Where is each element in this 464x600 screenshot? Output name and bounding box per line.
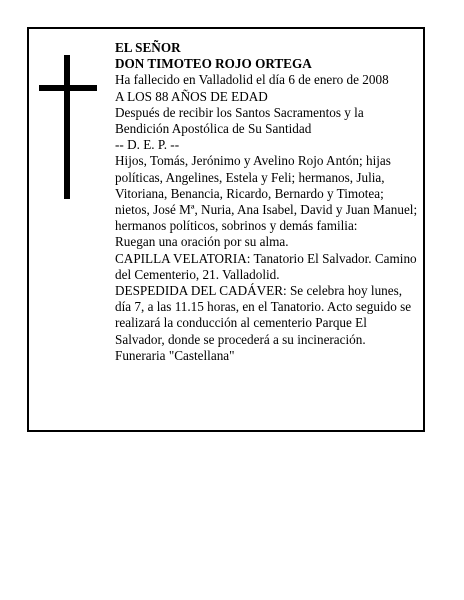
- cross-horizontal-bar: [39, 85, 97, 91]
- cross-icon: [39, 55, 97, 199]
- sacraments-line: Después de recibir los Santos Sacramentos y la Bendición Apostólica de Su Santidad: [115, 104, 364, 137]
- obituary-notice: [27, 27, 425, 432]
- death-info: Ha fallecido en Valladolid el día 6 de enero de 2008: [115, 72, 389, 88]
- notice-body: [115, 40, 419, 364]
- farewell-info: DESPEDIDA DEL CADÁVER: Se celebra hoy lunes, día 7, a las 11.15 horas, en el Tanatorio. Acto seguido se realizará la conducción al cementerio Parque El Salvador, donde se procederá a su incineración.: [115, 283, 412, 347]
- age-line: A LOS 88 AÑOS DE EDAD: [115, 88, 268, 104]
- chapel-info: CAPILLA VELATORIA: Tanatorio El Salvador. Camino del Cementerio, 21. Valladolid.: [115, 250, 417, 282]
- prayer-line: Ruegan una oración por su alma.: [115, 234, 289, 250]
- notice-title-line1: EL SEÑOR: [115, 40, 181, 55]
- family-list: Hijos, Tomás, Jerónimo y Avelino Rojo Antón; hijas políticas, Angelines, Estela y Feli; hermanos, Julia, Vitoriana, Benancia, Ricardo, Bernardo y Timotea; nietos, José Mª, Nuria, Ana Isabel, David y Juan Manuel; hermanos políticos, sobrinos y demás familia:: [115, 153, 418, 234]
- cross-vertical-bar: [64, 55, 70, 199]
- deceased-name: DON TIMOTEO ROJO ORTEGA: [115, 56, 312, 72]
- funeral-home: Funeraria "Castellana": [115, 347, 235, 363]
- rip-line: -- D. E. P. --: [115, 137, 180, 153]
